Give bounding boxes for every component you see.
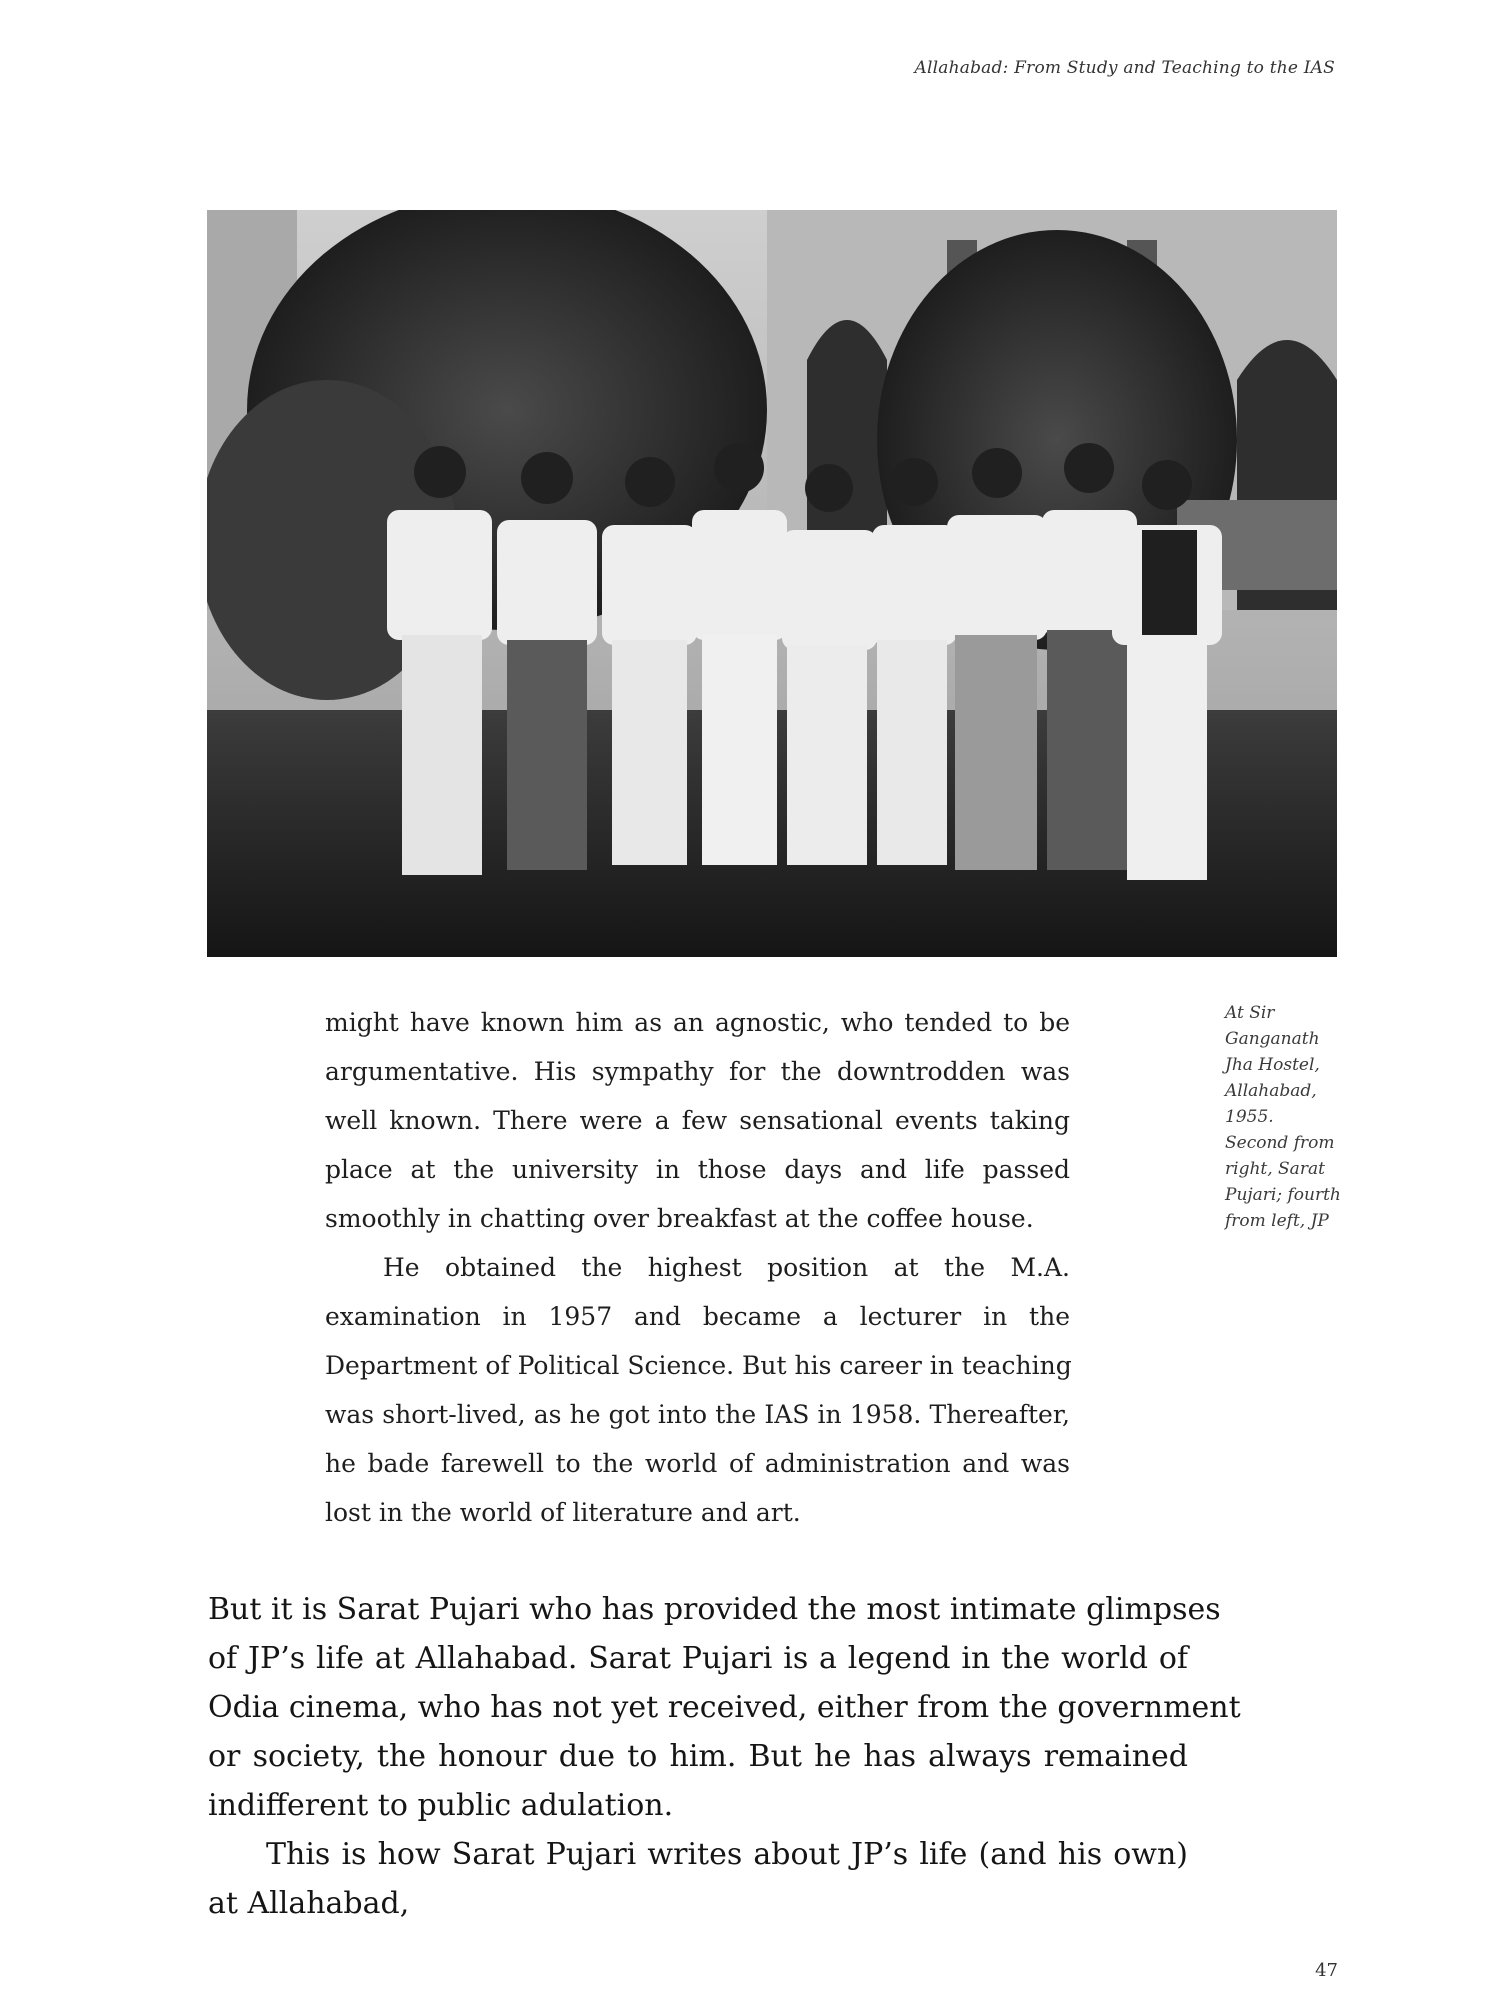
caption-line: At Sir	[1225, 1003, 1275, 1023]
running-head: Allahabad: From Study and Teaching to the IAS	[914, 58, 1335, 78]
group-photograph	[207, 210, 1337, 957]
block-quote	[325, 998, 1070, 1537]
quote-line: He obtained the highest position at the M.A.	[383, 1253, 1070, 1282]
quote-line: well known. There were a few sensational events taking	[325, 1106, 1070, 1135]
body-line: indifferent to public adulation.	[208, 1788, 674, 1823]
quote-line: smoothly in chatting over breakfast at the coffee house.	[325, 1204, 1034, 1233]
quote-line: was short-lived, as he got into the IAS in 1958. Thereafter,	[325, 1400, 1070, 1429]
quote-line: he bade farewell to the world of administration and was	[325, 1449, 1070, 1478]
quote-line: might have known him as an agnostic, who tended to be	[325, 1008, 1070, 1037]
quote-line: examination in 1957 and became a lecturer in the	[325, 1302, 1070, 1331]
caption-line: Allahabad,	[1225, 1081, 1317, 1101]
body-line: This is how Sarat Pujari writes about JP’s life (and his own)	[266, 1837, 1188, 1872]
quote-line: lost in the world of literature and art.	[325, 1498, 801, 1527]
body-line: or society, the honour due to him. But he has always remained	[208, 1739, 1188, 1774]
body-line: Odia cinema, who has not yet received, either from the government	[208, 1690, 1241, 1725]
quote-line: place at the university in those days and life passed	[325, 1155, 1070, 1184]
caption-line: Pujari; fourth	[1225, 1185, 1341, 1205]
caption-line: right, Sarat	[1225, 1159, 1325, 1179]
photo-illustration	[207, 210, 1337, 957]
body-line: But it is Sarat Pujari who has provided the most intimate glimpses	[208, 1592, 1221, 1627]
body-line: of JP’s life at Allahabad. Sarat Pujari is a legend in the world of	[208, 1641, 1188, 1676]
body-line: at Allahabad,	[208, 1886, 410, 1921]
caption-line: Second from	[1225, 1133, 1335, 1153]
page-number: 47	[1315, 1960, 1338, 1981]
caption-line: from left, JP	[1225, 1211, 1329, 1231]
photo-caption	[1225, 1000, 1355, 1234]
caption-line: Jha Hostel,	[1225, 1055, 1320, 1075]
quote-line: Department of Political Science. But his career in teaching	[325, 1351, 1072, 1380]
body-paragraphs	[208, 1585, 1241, 1928]
caption-line: Ganganath	[1225, 1029, 1320, 1049]
quote-line: argumentative. His sympathy for the downtrodden was	[325, 1057, 1070, 1086]
caption-line: 1955.	[1225, 1107, 1274, 1127]
